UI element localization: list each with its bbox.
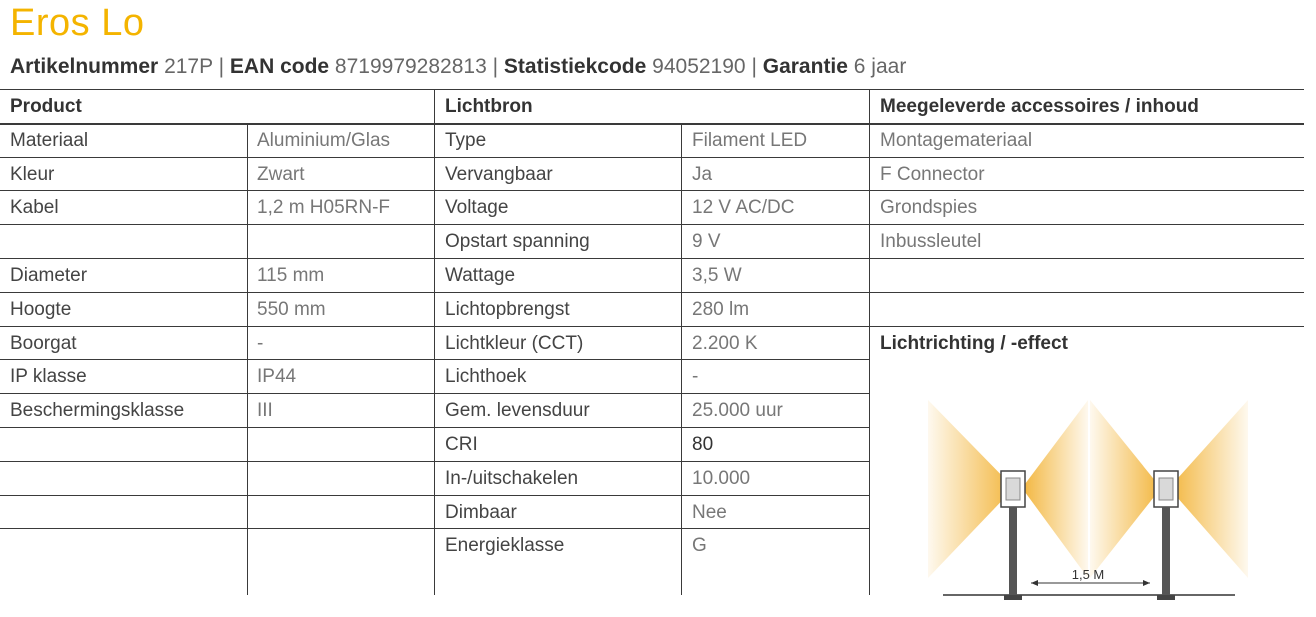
garantie-value: 6 jaar — [853, 55, 907, 78]
product-title: Eros Lo — [10, 2, 145, 44]
product-spec-label: IP klasse — [10, 366, 87, 387]
stat-label: Statistiekcode — [503, 55, 647, 78]
product-spec-value: - — [257, 333, 264, 354]
header-lichtbron: Lichtbron — [445, 96, 533, 117]
row-divider — [869, 89, 1304, 90]
lichtbron-spec-label: Energieklasse — [445, 535, 565, 556]
ean-label: EAN code — [229, 55, 330, 78]
lichtbron-spec-value: 9 V — [692, 231, 721, 252]
accessoire-item: Inbussleutel — [880, 231, 982, 252]
artikel-value: 217P — [164, 55, 213, 78]
product-spec-value: IP44 — [257, 366, 297, 387]
bollard-lamp-icon — [1154, 471, 1178, 600]
lichtbron-spec-value: 2.200 K — [692, 333, 758, 354]
stat-value: 94052190 — [652, 55, 746, 78]
lichtbron-spec-value: 3,5 W — [692, 265, 742, 286]
light-cone-right-1 — [1022, 400, 1088, 578]
product-spec-label: Kleur — [10, 164, 55, 185]
garantie-label: Garantie — [762, 55, 848, 78]
row-divider — [869, 258, 1304, 259]
product-spec-label: Boorgat — [10, 333, 77, 354]
lichtbron-spec-value: 80 — [692, 434, 714, 455]
lichtbron-spec-value: 25.000 uur — [692, 400, 783, 421]
meta-separator: | — [751, 55, 757, 78]
accessoire-item: F Connector — [880, 164, 985, 185]
lichtbron-spec-label: Opstart spanning — [445, 231, 590, 252]
accessoire-item: Grondspies — [880, 197, 978, 218]
lichtbron-spec-value: G — [692, 535, 707, 556]
product-spec-label: Materiaal — [10, 130, 89, 151]
product-spec-value: 1,2 m H05RN-F — [257, 197, 391, 218]
header-product: Product — [10, 96, 82, 117]
product-spec-value: Zwart — [257, 164, 305, 185]
product-meta-line — [10, 55, 906, 79]
lichtbron-spec-label: Type — [445, 130, 487, 151]
lichtbron-spec-value: Filament LED — [692, 130, 808, 151]
row-divider — [869, 292, 1304, 293]
column-divider — [247, 123, 248, 595]
light-cone-left-2 — [1090, 400, 1161, 578]
product-spec-label: Hoogte — [10, 299, 72, 320]
lichtbron-spec-label: In-/uitschakelen — [445, 468, 579, 489]
lichtbron-spec-label: Dimbaar — [445, 502, 517, 523]
light-cone-right-2 — [1169, 400, 1248, 578]
meta-separator: | — [218, 55, 225, 78]
meta-separator: | — [492, 55, 499, 78]
product-spec-label: Kabel — [10, 197, 59, 218]
product-spec-value: Aluminium/Glas — [257, 130, 391, 151]
lichtbron-spec-label: Voltage — [445, 197, 509, 218]
ean-value: 8719979282813 — [334, 55, 487, 78]
lichtbron-spec-label: Lichthoek — [445, 366, 527, 387]
product-spec-label: Diameter — [10, 265, 88, 286]
distance-label: 1,5 M — [1071, 567, 1105, 582]
lichtbron-spec-value: 10.000 — [692, 468, 751, 489]
lichtbron-spec-value: Ja — [692, 164, 713, 185]
accessoire-item: Montagemateriaal — [880, 130, 1033, 151]
light-effect-illustration — [925, 398, 1255, 608]
lichtbron-spec-label: Gem. levensduur — [445, 400, 590, 421]
product-spec-value: 550 mm — [257, 299, 326, 320]
lichtbron-spec-value: 12 V AC/DC — [692, 197, 795, 218]
artikel-label: Artikelnummer — [10, 55, 159, 78]
lichtbron-spec-label: Vervangbaar — [445, 164, 553, 185]
header-lichtrichting: Lichtrichting / -effect — [880, 333, 1068, 354]
lichtbron-spec-label: Wattage — [445, 265, 516, 286]
column-divider — [681, 123, 682, 595]
product-spec-value: 115 mm — [257, 265, 325, 286]
lichtbron-spec-value: Nee — [692, 502, 727, 523]
product-spec-value: III — [257, 400, 273, 421]
column-divider — [869, 89, 870, 595]
bollard-lamp-icon — [1001, 471, 1025, 600]
lichtbron-spec-value: 280 lm — [692, 299, 750, 320]
lichtbron-spec-label: Lichtopbrengst — [445, 299, 570, 320]
product-spec-label: Beschermingsklasse — [10, 400, 185, 421]
column-divider — [434, 89, 435, 595]
lichtbron-spec-label: CRI — [445, 434, 478, 455]
header-accessoires: Meegeleverde accessoires / inhoud — [880, 96, 1199, 117]
lichtbron-spec-label: Lichtkleur (CCT) — [445, 333, 584, 354]
lichtbron-spec-value: - — [692, 366, 699, 387]
